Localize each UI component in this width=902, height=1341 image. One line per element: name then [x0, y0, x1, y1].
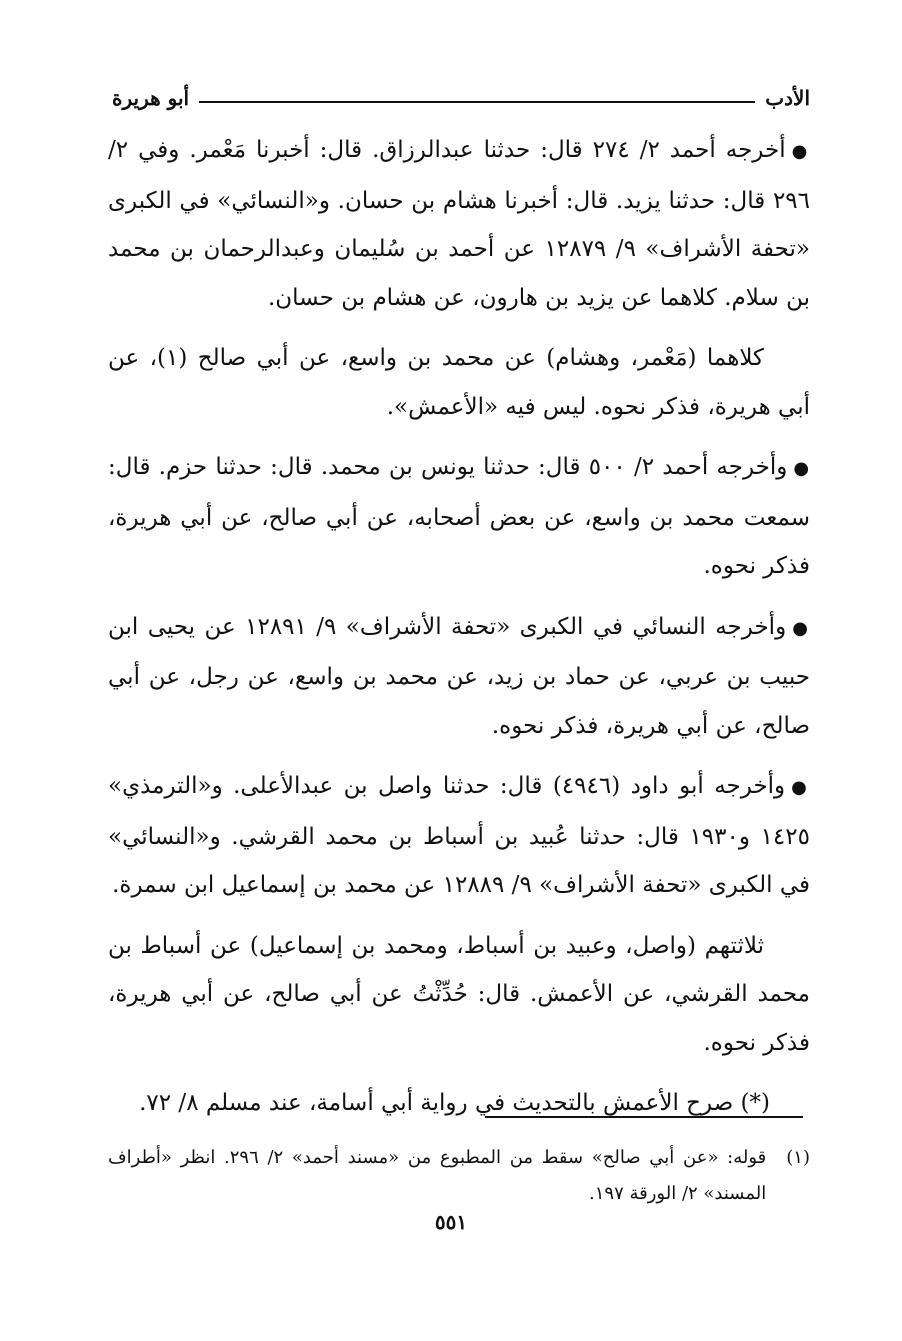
main-text [108, 126, 810, 1140]
running-header [112, 84, 810, 112]
paragraph-6: ثلاثتهم (واصل، وعبيد بن أسباط، ومحمد بن إسماعيل) عن أسباط بن محمد القرشي، عن الأعمش. قال: حُدِّثْتُ عن أبي صالح، عن أبي هريرة، فذكر نحوه. [108, 932, 810, 1056]
footnote-number: (١) [786, 1147, 810, 1168]
paragraph-2: كلاهما (مَعْمر، وهشام) عن محمد بن واسع، عن أبي صالح (١)، عن أبي هريرة، فذكر نحوه. ليس فيه «الأعمش». [108, 345, 810, 420]
header-rule [199, 101, 755, 103]
paragraph-4: ● وأخرجه النسائي في الكبرى «تحفة الأشراف» ٩/ ١٢٨٩١ عن يحيى ابن حبيب بن عربي، عن حماد بن زيد، عن محمد بن واسع، عن رجل، عن أبي صالح، عن أبي هريرة، فذكر نحوه. [108, 603, 810, 751]
paragraph-note: (*) صرح الأعمش بالتحديث في رواية أبي أسامة، عند مسلم ٨/ ٧٢. [139, 1090, 770, 1116]
footnote-separator [485, 1116, 803, 1118]
paragraph-3: ● وأخرجه أحمد ٢/ ٥٠٠ قال: حدثنا يونس بن محمد. قال: حدثنا حزم. قال: سمعت محمد بن واسع، عن بعض أصحابه، عن أبي صالح، عن أبي هريرة، فذكر نحوه. [108, 443, 810, 591]
footnote-text: قوله: «عن أبي صالح» سقط من المطبوع من «مسند أحمد» ٢/ ٢٩٦. انظر «أطراف المسند» ٢/ الورقة ١٩٧. [108, 1147, 767, 1204]
paragraph-1: ● أخرجه أحمد ٢/ ٢٧٤ قال: حدثنا عبدالرزاق. قال: أخبرنا مَعْمر. وفي ٢/ ٢٩٦ قال: حدثنا يزيد. قال: أخبرنا هشام بن حسان. و«النسائي» في الكبرى «تحفة الأشراف» ٩/ ١٢٨٧٩ عن أحمد بن سُليمان وعبدالرحمان بن محمد بن سلام. كلاهما عن يزيد بن هارون، عن هشام بن حسان. [108, 126, 810, 322]
paragraph-5: ● وأخرجه أبو داود (٤٩٤٦) قال: حدثنا واصل بن عبدالأعلى. و«الترمذي» ١٤٢٥ و١٩٣٠ قال: حدثنا عُبيد بن أسباط بن محمد القرشي. و«النسائي» في الكبرى «تحفة الأشراف» ٩/ ١٢٨٨٩ عن محمد بن إسماعيل ابن سمرة. [108, 762, 810, 910]
page-number: ٥٥١ [434, 1210, 468, 1234]
narrator-title: أبو هريرة [112, 86, 190, 110]
footnote [108, 1140, 810, 1212]
chapter-title: الأدب [765, 86, 810, 110]
